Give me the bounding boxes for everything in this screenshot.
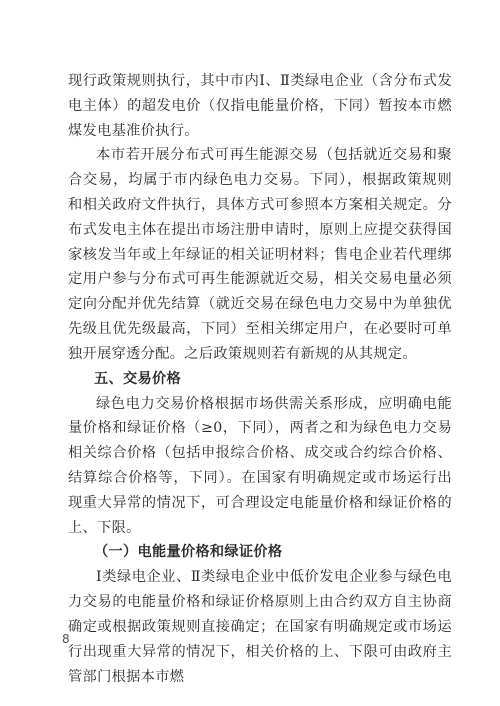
section-heading-trading-price: 五、交易价格 xyxy=(94,370,181,387)
paragraph-continued: 现行政策规则执行，其中市内Ⅰ、Ⅱ类绿电企业（含分布式发电主体）的超发电价（仅指电能量价格，下同）暂按本市燃煤发电基准价执行。 xyxy=(68,73,452,139)
paragraph-distributed-trading: 本市若开展分布式可再生能源交易（包括就近交易和聚合交易，均属于市内绿色电力交易。下同），根据政策规则和相关政府文件执行，具体方式可参照本方案相关规定。分布式发电主体在提出市场注册申请时，原则上应提交获得国家核发当年或上年绿证的相关证明材料；售电企业若代理绑定用户参与分布式可再生能源就近交易，相关交易电量必须定向分配并优先结算（就近交易在绿色电力交易中为单独优先级且优先级最高，下同）至相关绑定用户，在必要时可单独开展穿透分配。之后政策规则若有新规的从其规定。 xyxy=(68,147,452,362)
paragraph-energy-and-certificate-price: Ⅰ类绿电企业、Ⅱ类绿电企业中低价发电企业参与绿色电力交易的电能量价格和绿证价格原则上由合约双方自主协商确定或根据政策规则直接确定；在国家有明确规定或市场运行出现重大异常的情况下，相关价格的上、下限可由政府主管部门根据本市燃 xyxy=(68,569,452,685)
subsection-heading-energy-and-certificate-price: （一）电能量价格和绿证价格 xyxy=(94,544,283,561)
page-number: 8 xyxy=(62,632,70,646)
page-body xyxy=(68,69,452,689)
paragraph-trading-price: 绿色电力交易价格根据市场供需关系形成，应明确电能量价格和绿证价格（≥0，下同），两者之和为绿色电力交易相关综合价格（包括申报综合价格、成交或合约综合价格、结算综合价格等，下同）。在国家有明确规定或市场运行出现重大异常的情况下，可合理设定电能量价格和绿证价格的上、下限。 xyxy=(68,395,452,536)
